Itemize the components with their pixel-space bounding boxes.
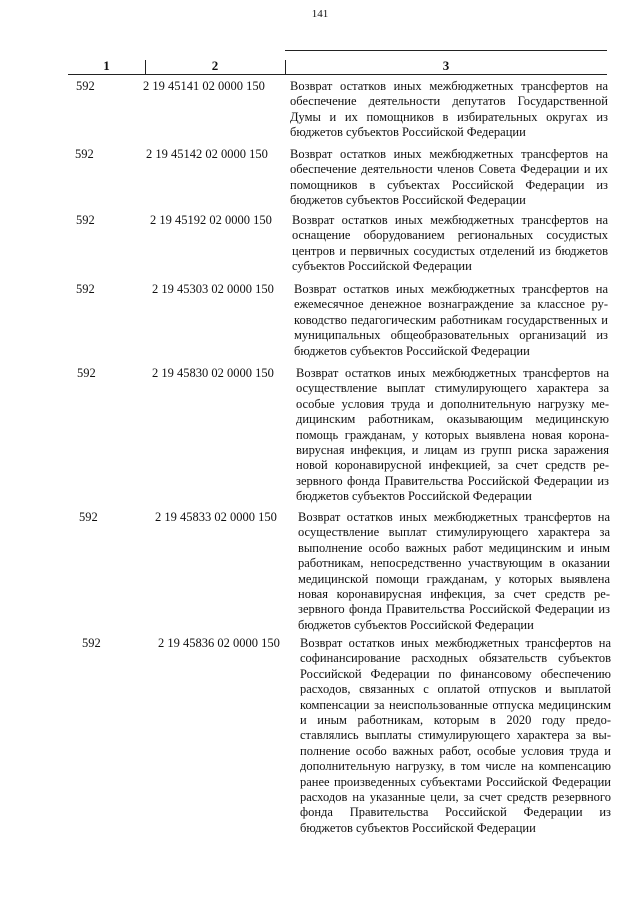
admin-code: 592 (79, 510, 98, 524)
admin-code: 592 (82, 636, 101, 650)
row-description: Возврат остатков иных межбюджетных трансфертов на осуществление выплат стимулирующего характера за особые условия труда и дополнительную нагрузку медицинским работникам, оказывающим медицинскую помощь гражданам, у которых выявлена новая коронавирусная инфекция, и лицам из групп риска заражения новой коронавирусной инфекцией, за счет средств резервного фонда Правительства Российской Федерации из бюджетов субъектов Российской Федерации (296, 366, 609, 504)
admin-code: 592 (75, 147, 94, 161)
header-bottom-rule (68, 74, 607, 75)
row-description: Возврат остатков иных межбюджетных трансфертов на оснащение оборудованием региональных сосудистых центров и первичных сосудистых отделений из бюджетов субъектов Российской Федерации (292, 213, 608, 274)
row-description: Возврат остатков иных межбюджетных трансфертов на обеспечение деятельности членов Совета Федерации и их помощников в субъектах Российской Федерации из бюджетов субъектов Российской Федерации (290, 147, 608, 208)
page-number: 141 (311, 8, 329, 20)
budget-code: 2 19 45141 02 0000 150 (143, 79, 265, 93)
budget-code: 2 19 45836 02 0000 150 (158, 636, 280, 650)
budget-code: 2 19 45192 02 0000 150 (150, 213, 272, 227)
admin-code: 592 (77, 366, 96, 380)
budget-code: 2 19 45833 02 0000 150 (155, 510, 277, 524)
admin-code: 592 (76, 213, 95, 227)
row-description: Возврат остатков иных межбюджетных трансфертов на осуществление выплат стимулирующего характера за выполнение особо важных работ медицинским и иным работникам, непосредственно участвующим в оказании медицинской помощи гражданам, у которых выявлена новая коронавирусная инфекция, за счет средств резервного фонда Правительства Российской Федерации из бюджетов субъектов Российской Федерации (298, 510, 610, 632)
row-description: Возврат остатков иных межбюджетных трансфертов на обеспечение деятельности депутатов Государственной Думы и их помощников в избирательных округах из бюджетов субъектов Российской Федерации (290, 79, 608, 140)
row-description: Возврат остатков иных межбюджетных трансфертов на софинансирование расходных обязательств субъектов Российской Федерации по финансовому обеспечению расходов, связанных с оплатой отпусков и выплатой компенсации за неиспользованные отпуска медицинским и иным работникам, которым в 2020 году предоставлялись выплаты стимулирующего характера за выполнение особо важных работ, особые условия труда и дополнительную нагрузку, в том числе на компенсацию ранее произведенных субъектами Российской Федерации расходов на указанные цели, за счет средств резервного фонда Правительства Российской Федерации из бюджетов субъектов Российской Федерации (300, 636, 611, 835)
header-col-1: 1 (103, 58, 110, 73)
admin-code: 592 (76, 79, 95, 93)
header-top-rule (285, 50, 607, 51)
budget-code: 2 19 45830 02 0000 150 (152, 366, 274, 380)
header-col-3: 3 (442, 58, 450, 73)
budget-code: 2 19 45303 02 0000 150 (152, 282, 274, 296)
admin-code: 592 (76, 282, 95, 296)
row-description: Возврат остатков иных межбюджетных трансфертов на ежемесячное денежное вознаграждение за классное руководство педагогическим работникам государственных и муниципальных общеобразовательных организаций из бюджетов субъектов Российской Федерации (294, 282, 608, 358)
header-col-2: 2 (211, 58, 219, 73)
budget-code: 2 19 45142 02 0000 150 (146, 147, 268, 161)
